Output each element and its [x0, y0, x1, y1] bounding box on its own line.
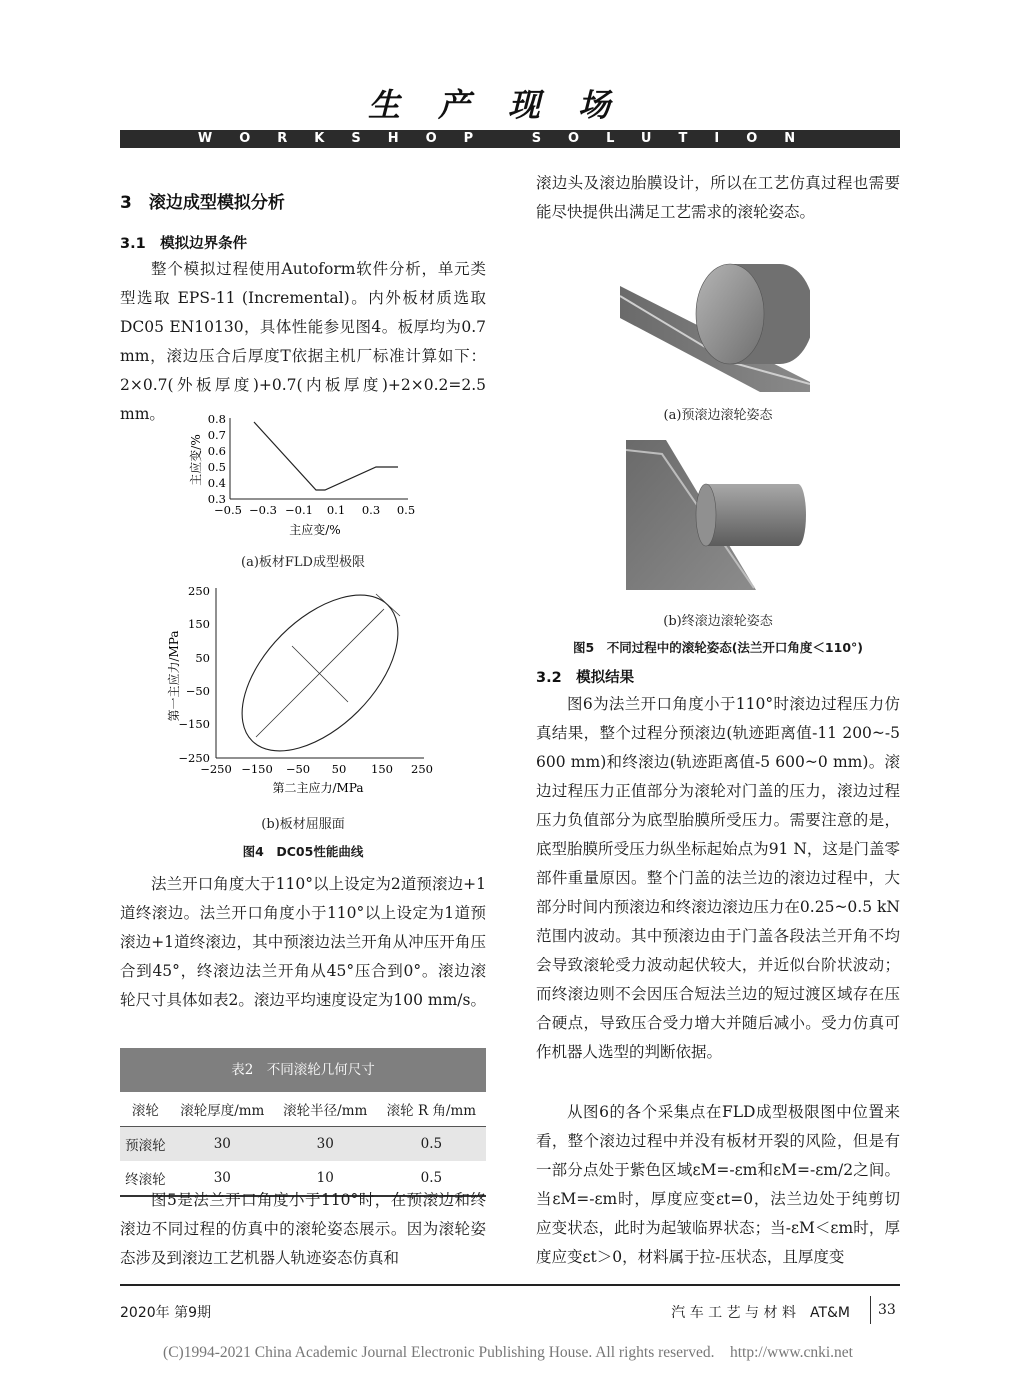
footer-rule	[120, 1284, 900, 1286]
fig5b-finalroll-roller-image	[626, 440, 806, 590]
fig4b-xlabel: 第二主应力/MPa	[272, 781, 364, 795]
fig4a-fld-curve	[254, 422, 398, 490]
fig4b-ytick: −50	[185, 684, 210, 698]
fig4b-xtick: −250	[200, 762, 232, 776]
fig4a-fld-chart	[180, 408, 420, 540]
fig4b-xtick: 50	[331, 762, 347, 776]
paragraph-continued: 滚边头及滚边胎膜设计，所以在工艺仿真过程也需要能尽快提供出满足工艺需求的滚轮姿态。	[536, 174, 900, 221]
fig4b-ytick: 50	[195, 651, 210, 665]
fig4a-ylabel: 主应变/%	[189, 434, 203, 486]
section-title: 3 滚边成型模拟分析	[120, 193, 285, 213]
table2-grid	[120, 1092, 486, 1197]
fig4b-xticks	[200, 762, 433, 776]
fig4a-xtick: −0.1	[285, 503, 313, 517]
paragraph-rolling-setup: 法兰开口角度大于110°以上设定为2道预滚边+1道终滚边。法兰开口角度小于110°以上设定为1道预滚边+1道终滚边，其中预滚边法兰开角从冲压开角压合到45°，终滚边法兰开角从45°压合到0°。滚边滚轮尺寸具体如表2。滚边平均速度设定为100 mm/s。	[120, 875, 486, 1009]
fig4b-major-axis-line	[256, 609, 384, 737]
fig4b-ytick: −150	[178, 717, 210, 731]
fig4b-xtick: −50	[285, 762, 311, 776]
subsection-title-3-2: 3.2 模拟结果	[536, 670, 635, 686]
fig4b-yield-surface	[160, 580, 450, 800]
fig5-caption: 图5 不同过程中的滚轮姿态(法兰开口角度＜110°)	[573, 640, 863, 655]
fig4a-xticks	[214, 503, 415, 517]
table2-header: 滚轮半径/mm	[274, 1092, 377, 1127]
fig4a-yticks	[208, 412, 226, 506]
footer-journal: 汽 车 工 艺 与 材 料 AT&M	[671, 1305, 850, 1321]
fig4a-xtick: −0.5	[214, 503, 242, 517]
fig4b-ytick: 250	[188, 584, 210, 598]
fig4b-minor-axis-line	[292, 646, 348, 702]
fig4a-ytick: 0.7	[207, 428, 226, 442]
fig4b-xtick: −150	[241, 762, 273, 776]
header-subtitle-bar: WORKSHOP SOLUTION	[120, 130, 900, 148]
table2-cell: 0.5	[377, 1161, 486, 1196]
paragraph-roller-posture: 图5是法兰开口角度小于110°时，在预滚边和终滚边不同过程的仿真中的滚轮姿态展示。因为滚轮姿态涉及到滚边工艺机器人轨迹姿态仿真和	[120, 1191, 486, 1267]
paragraph-simulation-results: 图6为法兰开口角度小于110°时滚边过程压力仿真结果，整个过程分预滚边(轨迹距离值-11 200~-5 600 mm)和终滚边(轨迹距离值-5 600~0 mm)。滚边过程压力正值部分为滚轮对门盖的压力，滚边过程压力负值部分为底型胎膜所受压力。需要注意的是，底型胎膜所受压力纵坐标起始点为91 N，这是门盖零部件重量原因。整个门盖的法兰边的滚边过程中，大部分时间内预滚边和终滚边滚边压力在0.25~0.5 kN范围内波动。其中预滚边由于门盖各段法兰开角不均会导致滚轮受力波动起伏较大，并近似台阶状波动；而终滚边则不会因压合短法兰边的短过渡区域存在压合硬点，导致压合受力增大并随后减小。受力仿真可作机器人选型的判断依据。	[536, 695, 900, 1061]
header-title: 生产现场	[367, 86, 648, 124]
table2-header: 滚轮	[120, 1092, 171, 1127]
fig4b-caption: (b)板材屈服面	[261, 817, 345, 832]
table2-cell: 30	[171, 1127, 274, 1162]
fig4b-tangent-line	[376, 594, 400, 616]
table2-cell: 0.5	[377, 1127, 486, 1162]
fig4b-xtick: 150	[371, 762, 393, 776]
fig4b-ytick: −250	[178, 751, 210, 765]
table2-cell: 30	[171, 1161, 274, 1196]
fig4a-xtick: 0.3	[361, 503, 381, 517]
subsection-title-3-1: 3.1 模拟边界条件	[120, 236, 248, 252]
table2	[120, 1048, 486, 1197]
fig5b-roller-face	[696, 484, 716, 546]
fig4a-xtick: −0.3	[249, 503, 277, 517]
fig4a-caption: (a)板材FLD成型极限	[241, 555, 365, 570]
fig4a-ytick: 0.5	[207, 460, 226, 474]
footer-divider	[870, 1296, 871, 1324]
fig4b-ellipse	[214, 580, 426, 779]
fig4a-ytick: 0.3	[207, 492, 226, 506]
fig4a-ytick: 0.6	[207, 444, 226, 458]
table2-cell: 终滚轮	[120, 1161, 171, 1196]
table-row	[120, 1127, 486, 1162]
fig4a-ytick: 0.4	[207, 476, 226, 490]
table2-cell: 30	[274, 1127, 377, 1162]
fig5b-roller-body	[706, 484, 806, 546]
fig4a-xtick: 0.5	[396, 503, 416, 517]
fig4a-ytick: 0.8	[207, 412, 226, 426]
fig5a-preroll-roller-image	[620, 258, 810, 392]
table2-cell: 预滚轮	[120, 1127, 171, 1162]
fig4b-yticks	[178, 584, 210, 765]
fig5b-caption: (b)终滚边滚轮姿态	[663, 614, 773, 629]
fig4b-xtick: 250	[411, 762, 433, 776]
table-row	[120, 1092, 486, 1127]
paragraph-fld-analysis: 从图6的各个采集点在FLD成型极限图中位置来看，整个滚边过程中并没有板材开裂的风险，但是有一部分点处于紫色区域εM=-εm和εM=-εm/2之间。当εM=-εm时，厚度应变εt=0，法兰边处于纯剪切应变状态，此时为起皱临界状态；当-εM＜εm时，厚度应变εt＞0，材料属于拉-压状态，且厚度变	[536, 1103, 900, 1266]
footer-issue: 2020年 第9期	[120, 1305, 211, 1321]
fig4b-ytick: 150	[188, 617, 210, 631]
fig4a-xlabel: 主应变/%	[289, 523, 341, 537]
table2-cell: 10	[274, 1161, 377, 1196]
table2-title: 表2 不同滚轮几何尺寸	[120, 1048, 486, 1092]
fig5a-roller-face	[696, 264, 764, 364]
fig4-caption: 图4 DC05性能曲线	[242, 844, 364, 859]
footer-page-number: 33	[878, 1302, 896, 1318]
table2-header: 滚轮 R 角/mm	[377, 1092, 486, 1127]
paragraph-boundary-conditions: 整个模拟过程使用Autoform软件分析，单元类型选取 EPS-11 (Incremental)。内外板材质选取 DC05 EN10130，具体性能参见图4。板厚均为0.7 mm，滚边压合后厚度T依据主机厂标准计算如下：2×0.7(外板厚度)+0.7(内板厚度)+2×0.2=2.5 mm。	[120, 260, 486, 423]
copyright-notice: (C)1994-2021 China Academic Journal Electronic Publishing House. All rights reserved. http://www.cnki.net	[163, 1344, 853, 1361]
fig5a-caption: (a)预滚边滚轮姿态	[663, 408, 773, 423]
fig4a-xtick: 0.1	[326, 503, 346, 517]
fig4b-ylabel: 第一主应力/MPa	[167, 630, 181, 722]
table2-header: 滚轮厚度/mm	[171, 1092, 274, 1127]
